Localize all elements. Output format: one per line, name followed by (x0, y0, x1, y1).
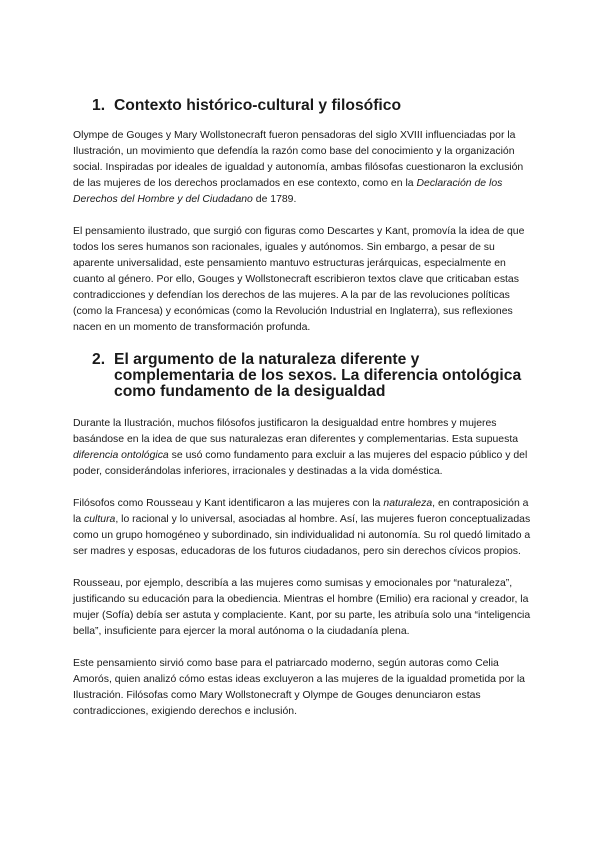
section-1-paragraph-2: El pensamiento ilustrado, que surgió con figuras como Descartes y Kant, promovía la idea de que todos los seres humanos son racionales, iguales y autónomos. Sin embargo, a pesar de su aparente universalidad, este pensamiento mantuvo estructuras jerárquicas, especialmente en cuanto al género. Por ello, Gouges y Wollstonecraft escribieron textos clave que criticaban estas contradicciones y defendían los derechos de las mujeres. A la par de las revoluciones políticas (como la Francesa) y económicas (como la Revolución Industrial en Inglaterra), sus reflexiones nacen en un momento de transformación profunda. (73, 226, 525, 333)
section-1-title: Contexto histórico-cultural y filosófico (114, 97, 402, 114)
section-2-paragraph-3: Rousseau, por ejemplo, describía a las mujeres como sumisas y emocionales por “naturaleza”, justificando su educación para la obediencia. Mientras el hombre (Emilio) era racional y creador, la mujer (Sofía) debía ser astuta y complaciente. Kant, por su parte, les atribuía solo una “inteligencia bella”, insuficiente para ejercer la moral autónoma o la ciudadanía plena. (73, 578, 531, 637)
paragraph-text: de 1789. (252, 194, 297, 205)
section-2-paragraph-1 (73, 416, 533, 480)
document-body (73, 98, 533, 720)
section-2-title: El argumento de la naturaleza diferente y complementaria de los sexos. La diferencia ontológica como fundamento de la desigualdad (114, 351, 522, 400)
section-2-paragraph-4: Este pensamiento sirvió como base para el patriarcado moderno, según autoras como Celia Amorós, quien analizó cómo estas ideas excluyeron a las mujeres de la igualdad prometida por la Ilustración. Filósofas como Mary Wollstonecraft y Olympe de Gouges denunciaron estas contradicciones, exigiendo derechos e inclusión. (73, 658, 525, 717)
culture-italic: cultura (84, 514, 116, 525)
nature-italic: naturaleza (383, 498, 433, 509)
paragraph-text: se usó como fundamento para excluir a las mujeres del espacio público y del poder, considerándolas inferiores, irracionales y destinadas a la vida doméstica. (73, 450, 528, 477)
paragraph-text: Durante la Ilustración, muchos filósofos justificaron la desigualdad entre hombres y mujeres basándose en la idea de que sus naturalezas eran diferentes y complementarias. Esta supuesta (73, 418, 519, 445)
declaration-title-italic: Declaración de los Derechos del Hombre y del Ciudadano (73, 178, 503, 205)
paragraph-text: , lo racional y lo universal, asociadas al hombre. Así, las mujeres fueron conceptualizadas como un grupo homogéneo y subordinado, sin individualidad ni autonomía. Su rol quedó limitado a ser madres y esposas, educadoras de los futuros ciudadanos, pero sin derechos cívicos propios. (73, 514, 531, 557)
section-2-number: 2. (92, 351, 106, 368)
ontological-difference-italic: diferencia ontológica (73, 450, 169, 461)
paragraph-text: Olympe de Gouges y Mary Wollstonecraft fueron pensadoras del siglo XVIII influenciadas por la Ilustración, un movimiento que defendía la razón como base del conocimiento y la organización social. Inspiradas por ideales de igualdad y autonomía, ambas filósofas cuestionaron la exclusión de las mujeres de los derechos proclamados en ese contexto, como en la (73, 130, 524, 189)
paragraph-text: , en contraposición a la (73, 498, 529, 525)
section-1-heading (73, 98, 533, 114)
section-2-heading (73, 352, 533, 400)
section-2-paragraph-2 (73, 496, 533, 560)
section-1-number: 1. (92, 97, 106, 114)
paragraph-text: Filósofos como Rousseau y Kant identificaron a las mujeres con la (73, 498, 384, 509)
section-1-paragraph-1 (73, 128, 533, 208)
